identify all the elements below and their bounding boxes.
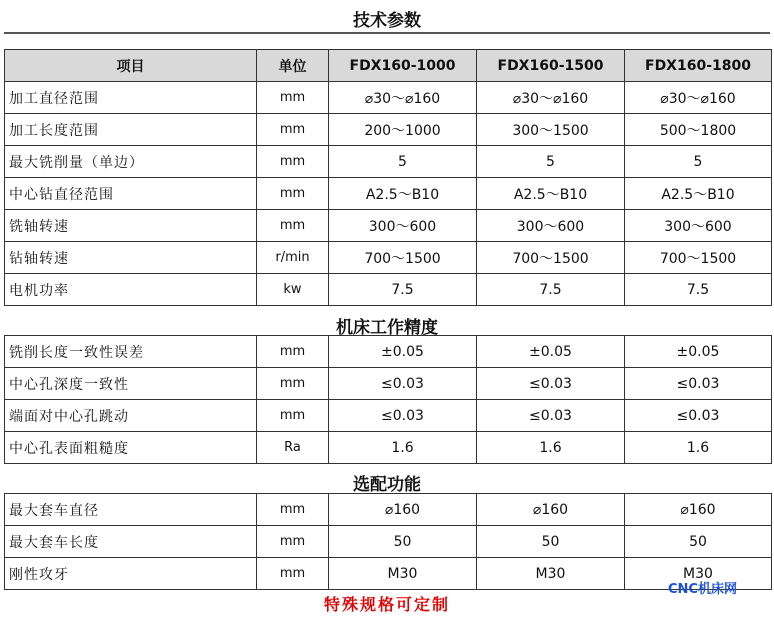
row-value: A2.5～B10 [477,178,625,210]
row-value: 200～1000 [329,114,477,146]
options-table [4,493,772,590]
spec-table [4,49,772,306]
row-unit: mm [257,494,329,526]
precision-table [4,335,772,464]
row-value: 1.6 [625,432,772,464]
row-item: 中心孔表面粗糙度 [5,432,257,464]
table-row [5,494,772,526]
row-value: 300～600 [625,210,772,242]
row-value: ⌀160 [477,494,625,526]
precision-title: 机床工作精度 [336,318,438,338]
row-value: 1.6 [329,432,477,464]
row-unit: r/min [257,242,329,274]
spec-title: 技术参数 [353,11,421,31]
header-model: FDX160-1000 [329,50,477,82]
row-value: ±0.05 [625,336,772,368]
header-item: 项目 [5,50,257,82]
row-value: ⌀160 [625,494,772,526]
row-unit: mm [257,368,329,400]
row-value: 500～1800 [625,114,772,146]
row-item: 刚性攻牙 [5,558,257,590]
row-value: A2.5～B10 [329,178,477,210]
row-value: 300～600 [477,210,625,242]
header-model: FDX160-1800 [625,50,772,82]
row-value: M30 [625,558,772,590]
table-row [5,82,772,114]
row-value: 700～1500 [625,242,772,274]
row-value: ≤0.03 [477,400,625,432]
row-value: 1.6 [477,432,625,464]
row-value: ≤0.03 [625,400,772,432]
row-unit: Ra [257,432,329,464]
row-item: 铣削长度一致性误差 [5,336,257,368]
row-item: 最大套车直径 [5,494,257,526]
row-value: ≤0.03 [477,368,625,400]
row-item: 铣轴转速 [5,210,257,242]
row-value: M30 [477,558,625,590]
row-unit: mm [257,114,329,146]
row-value: ⌀30～⌀160 [625,82,772,114]
row-unit: mm [257,336,329,368]
watermark-logo: CNC机床网 [668,582,737,597]
row-value: 50 [625,526,772,558]
row-unit: mm [257,526,329,558]
row-unit: mm [257,558,329,590]
row-item: 加工直径范围 [5,82,257,114]
row-unit: mm [257,82,329,114]
row-value: ≤0.03 [329,400,477,432]
table-row [5,558,772,590]
row-value: 5 [477,146,625,178]
row-value: ≤0.03 [329,368,477,400]
table-row [5,146,772,178]
options-title: 选配功能 [353,475,421,495]
table-row [5,178,772,210]
row-value: ⌀30～⌀160 [477,82,625,114]
row-value: 50 [477,526,625,558]
row-unit: kw [257,274,329,306]
row-item: 端面对中心孔跳动 [5,400,257,432]
row-value: 700～1500 [329,242,477,274]
table-row [5,210,772,242]
row-value: ±0.05 [477,336,625,368]
row-item: 电机功率 [5,274,257,306]
table-row [5,400,772,432]
row-value: 7.5 [329,274,477,306]
row-item: 中心孔深度一致性 [5,368,257,400]
table-row [5,274,772,306]
row-value: 7.5 [477,274,625,306]
row-item: 加工长度范围 [5,114,257,146]
row-value: A2.5～B10 [625,178,772,210]
row-value: 5 [625,146,772,178]
table-row [5,432,772,464]
row-value: ⌀160 [329,494,477,526]
row-unit: mm [257,400,329,432]
table-row [5,368,772,400]
row-item: 最大铣削量（单边） [5,146,257,178]
table-row [5,114,772,146]
header-row [5,50,772,82]
row-value: M30 [329,558,477,590]
row-unit: mm [257,146,329,178]
row-value: 700～1500 [477,242,625,274]
row-value: ±0.05 [329,336,477,368]
row-value: ⌀30～⌀160 [329,82,477,114]
row-value: 5 [329,146,477,178]
row-value: 7.5 [625,274,772,306]
row-item: 钻轴转速 [5,242,257,274]
row-value: ≤0.03 [625,368,772,400]
table-row [5,526,772,558]
header-unit: 单位 [257,50,329,82]
row-item: 最大套车长度 [5,526,257,558]
row-unit: mm [257,178,329,210]
title-rule [4,32,770,34]
row-unit: mm [257,210,329,242]
header-model: FDX160-1500 [477,50,625,82]
row-value: 300～1500 [477,114,625,146]
table-row [5,242,772,274]
custom-spec-note: 特殊规格可定制 [323,595,450,614]
table-row [5,336,772,368]
row-value: 300～600 [329,210,477,242]
row-item: 中心钻直径范围 [5,178,257,210]
row-value: 50 [329,526,477,558]
